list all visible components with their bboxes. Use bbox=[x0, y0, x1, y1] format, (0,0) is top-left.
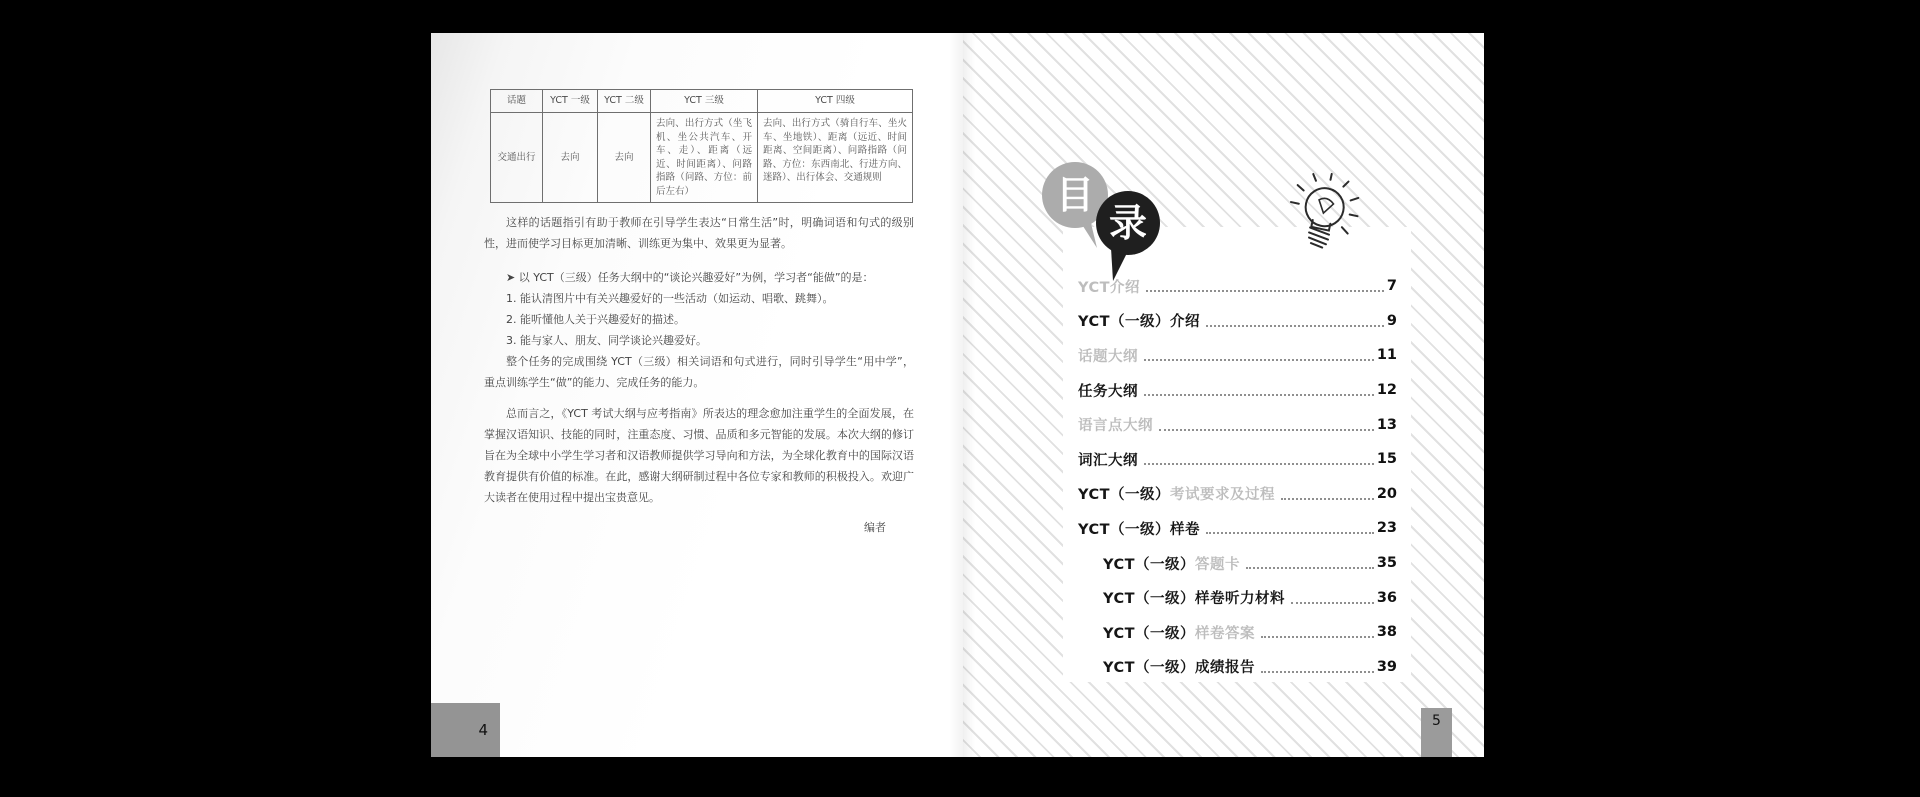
topic-level-table bbox=[490, 89, 913, 203]
col-header-yct1: YCT 一级 bbox=[543, 90, 598, 113]
toc-dot-leader bbox=[1146, 290, 1384, 292]
toc-entry bbox=[1078, 546, 1397, 581]
lightbulb-icon bbox=[1273, 163, 1373, 267]
toc-entry-label: YCT（一级）样卷答案 bbox=[1103, 625, 1256, 642]
toc-entry-label: YCT（一级）答题卡 bbox=[1103, 556, 1241, 573]
fold-shadow bbox=[963, 33, 975, 757]
toc-entry-label: YCT（一级）样卷 bbox=[1078, 521, 1201, 538]
toc-dot-leader bbox=[1144, 359, 1374, 361]
list-item: 3. 能与家人、朋友、同学谈论兴趣爱好。 bbox=[506, 334, 707, 347]
toc-dot-leader bbox=[1261, 671, 1374, 673]
toc-dot-leader bbox=[1206, 532, 1374, 534]
toc-entry-page-number: 35 bbox=[1376, 555, 1397, 572]
toc-entry bbox=[1078, 615, 1397, 650]
toc-entry-label: 任务大纲 bbox=[1078, 383, 1138, 400]
page-number-left: 4 bbox=[431, 703, 500, 757]
table-header-row bbox=[491, 90, 913, 113]
toc-entry-page-number: 15 bbox=[1376, 451, 1397, 468]
toc-entry-page-number: 11 bbox=[1376, 347, 1397, 364]
toc-title-char-mu: 目 bbox=[1055, 173, 1095, 217]
toc-entry-label: 词汇大纲 bbox=[1078, 452, 1138, 469]
col-header-yct4: YCT 四级 bbox=[758, 90, 913, 113]
toc-entry-page-number: 23 bbox=[1376, 520, 1397, 537]
page-right bbox=[963, 33, 1484, 757]
toc-entry-page-number: 13 bbox=[1376, 416, 1397, 433]
page-left bbox=[431, 33, 963, 757]
list-item: 1. 能认清图片中有关兴趣爱好的一些活动（如运动、唱歌、跳舞）。 bbox=[506, 292, 834, 305]
toc-entry-label: YCT（一级）成绩报告 bbox=[1103, 660, 1256, 677]
toc-entry-label: YCT（一级）介绍 bbox=[1078, 314, 1201, 331]
cell-level1: 去向 bbox=[543, 113, 598, 203]
col-header-yct2: YCT 二级 bbox=[598, 90, 651, 113]
cell-level2: 去向 bbox=[598, 113, 651, 203]
toc-entry bbox=[1078, 269, 1397, 304]
bullet-intro: ➤ 以 YCT（三级）任务大纲中的“谈论兴趣爱好”为例，学习者“能做”的是： bbox=[506, 271, 874, 284]
toc-entry-label: YCT（一级）样卷听力材料 bbox=[1103, 591, 1286, 608]
toc-entry bbox=[1078, 477, 1397, 512]
col-header-topic: 话题 bbox=[491, 90, 543, 113]
toc-entry-page-number: 36 bbox=[1376, 589, 1397, 606]
toc-dot-leader bbox=[1159, 429, 1374, 431]
cell-level3: 去向、出行方式（坐飞机、坐公共汽车、开车、走）、距离（远近、时间距离）、问路指路（问路、方位：前后左右） bbox=[651, 113, 758, 203]
paragraph: 这样的话题指引有助于教师在引导学生表达“日常生活”时，明确词语和句式的级别性，进而使学习目标更加清晰、训练更为集中、效果更为显著。 bbox=[484, 216, 914, 250]
toc-title-bubbles bbox=[1033, 153, 1183, 288]
toc-entry bbox=[1078, 511, 1397, 546]
toc-entry bbox=[1078, 338, 1397, 373]
toc-entry bbox=[1078, 304, 1397, 339]
cell-level4: 去向、出行方式（骑自行车、坐火车、坐地铁）、距离（远近、时间距离、空间距离）、问路指路（问路、方位：东西南北、行进方向、迷路）、出行体会、交通规则 bbox=[758, 113, 913, 203]
page-number-right: 5 bbox=[1421, 708, 1452, 757]
toc-entry-label: YCT（一级）考试要求及过程 bbox=[1078, 487, 1276, 504]
toc-entry-page-number: 38 bbox=[1376, 624, 1397, 641]
toc-dot-leader bbox=[1144, 394, 1374, 396]
list-item: 2. 能听懂他人关于兴趣爱好的描述。 bbox=[506, 313, 685, 326]
toc-dot-leader bbox=[1246, 567, 1374, 569]
paragraph: 整个任务的完成围绕 YCT（三级）相关词语和句式进行，同时引导学生“用中学”，重点训练学生“做”的能力、完成任务的能力。 bbox=[484, 355, 914, 389]
cell-topic: 交通出行 bbox=[491, 113, 543, 203]
toc-entry-page-number: 20 bbox=[1376, 485, 1397, 502]
toc-dot-leader bbox=[1281, 498, 1374, 500]
toc-entry bbox=[1078, 373, 1397, 408]
paragraph: 总而言之，《YCT 考试大纲与应考指南》所表达的理念愈加注重学生的全面发展，在掌握汉语知识、技能的同时，注重态度、习惯、品质和多元智能的发展。本次大纲的修订旨在为全球中小学生学习者和汉语教师提供学习导向和方法，为全球化教育中的国际汉语教育提供有价值的标准。在此，感谢大纲研制过程中各位专家和教师的积极投入。欢迎广大读者在使用过程中提出宝贵意见。 bbox=[484, 407, 914, 504]
toc-entry-label: YCT介绍 bbox=[1078, 279, 1141, 296]
toc-dot-leader bbox=[1291, 602, 1374, 604]
toc-entry-page-number: 39 bbox=[1376, 658, 1397, 675]
toc-entry-label: 语言点大纲 bbox=[1078, 418, 1153, 435]
body-text bbox=[484, 212, 914, 538]
editor-signature: 编者 bbox=[864, 521, 886, 534]
toc-dot-leader bbox=[1144, 463, 1374, 465]
toc-entry bbox=[1078, 650, 1397, 685]
toc-list bbox=[1078, 269, 1397, 684]
speech-bubble-gray bbox=[1042, 162, 1108, 248]
book-spread bbox=[431, 33, 1484, 757]
table-row bbox=[491, 113, 913, 203]
speech-bubble-black bbox=[1096, 191, 1160, 281]
toc-entry bbox=[1078, 580, 1397, 615]
toc-title-char-lu: 录 bbox=[1108, 201, 1148, 245]
toc-entry-page-number: 12 bbox=[1376, 382, 1397, 399]
toc-dot-leader bbox=[1206, 325, 1384, 327]
toc-entry-page-number: 9 bbox=[1386, 312, 1397, 329]
col-header-yct3: YCT 三级 bbox=[651, 90, 758, 113]
toc-entry-label: 话题大纲 bbox=[1078, 348, 1138, 365]
toc-entry bbox=[1078, 442, 1397, 477]
toc-entry-page-number: 7 bbox=[1386, 278, 1397, 295]
toc-entry bbox=[1078, 407, 1397, 442]
toc-dot-leader bbox=[1261, 636, 1374, 638]
